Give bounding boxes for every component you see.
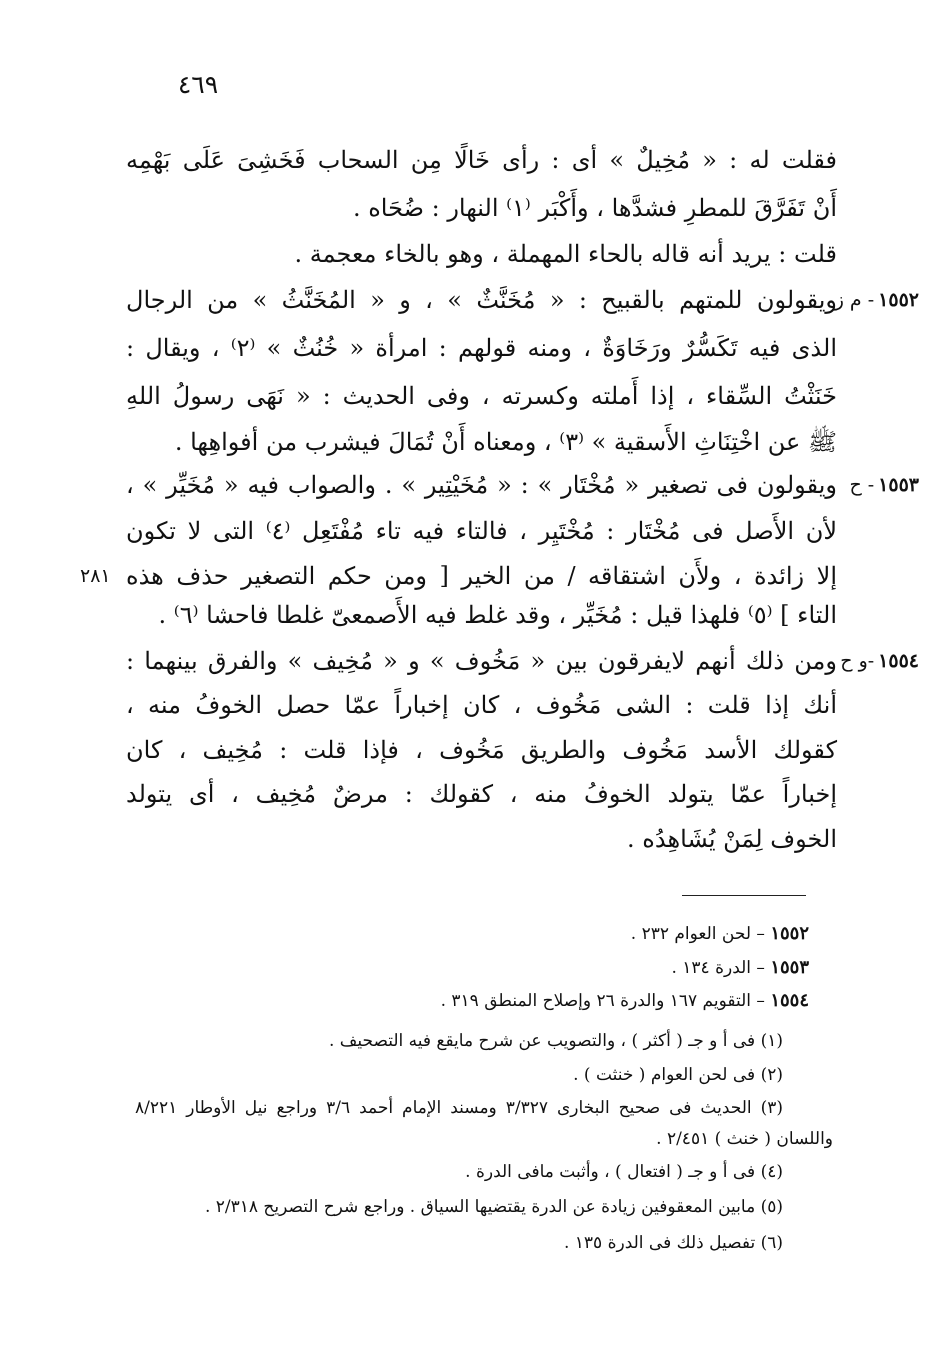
footnote-6: (٦) تفصيل ذلك فى الدرة ١٣٥ . <box>563 1233 783 1253</box>
footnote-5: (٥) مابين المعقوفين زيادة عن الدرة يقتضيها السياق . وراجع شرح التصريح ٢/٣١٨ . <box>204 1197 783 1217</box>
entry-label-1552 <box>834 285 919 315</box>
footnote-3-continued: واللسان ( خنث ) ٢/٤٥١ . <box>656 1129 833 1149</box>
entry-label-1553 <box>839 470 919 500</box>
body-line: ويقولون للمتهم بالقبيح : « مُخَنَّثٌ » ، و « المُخَنَّثُ » من الرجال <box>126 286 837 314</box>
body-line: ويقولون فى تصغير « مُخْتَار » : « مُخَيْتِير » . والصواب فيه « مُخَيِّر » ، <box>126 471 837 499</box>
reference-text: – لحن العوام ٢٣٢ . <box>630 924 765 944</box>
footnote-4: (٤) فى أ و جـ ( افتعال ) ، وأثبت مافى الدرة . <box>465 1162 783 1182</box>
body-line: التاء ] ⁽٥⁾ فلهذا قيل : مُخَيِّر ، وقد غلط فيه الأَصمعىّ غلطا فاحشا ⁽٦⁾ . <box>158 601 837 629</box>
body-line: قلت : يريد أنه قاله بالحاء المهملة ، وهو بالخاء معجمة . <box>294 240 837 268</box>
footnote-2: (٢) فى لحن العوام ( خنثت ) . <box>573 1065 783 1085</box>
body-line: ﷺ عن اخْتِنَاثِ الأَسقية » ⁽٣⁾ ، ومعناه أَنْ تُمَالَ فيشرب من أفواهِها . <box>174 428 837 456</box>
body-line: الذى فيه تَكَسُّرٌ ورَخَاوَةٌ ، ومنه قولهم : امرأة « خُنُثٌ » ⁽٢⁾ ، ويقال : <box>126 334 837 362</box>
entry-number: ١٥٥٣ <box>878 474 919 496</box>
margin-page-number: ٢٨١ <box>80 565 111 587</box>
entry-label-1554 <box>839 646 919 676</box>
footnote-divider <box>682 895 806 896</box>
body-line: أنك إذا قلت : الشى مَخُوف ، كان إخباراً عمّا حصل الخوفُ منه ، <box>126 691 837 719</box>
reference-number: ١٥٥٤ <box>770 990 809 1011</box>
entry-code: -و ح <box>840 650 875 672</box>
footnote-1: (١) فى أ و جـ ( أكثر ) ، والتصويب عن شرح مايقع فيه التصحيف . <box>328 1031 783 1051</box>
reference-number: ١٥٥٢ <box>770 923 809 944</box>
body-line: كقولك الأسد مَخُوف والطريق مَخُوف ، فإذا قلت : مُخِيف ، كان <box>126 736 837 764</box>
entry-code: - ح <box>849 474 875 496</box>
body-line: أَنْ تَفَرَّقَ للمطرِ فشدَّها ، وأَكْبَر ⁽١⁾ النهار : ضُحَاه . <box>352 194 837 222</box>
reference-text: – التقويم ١٦٧ والدرة ٢٦ وإصلاح المنطق ٣١٩ . <box>440 991 765 1011</box>
reference-line <box>441 989 809 1013</box>
body-line: إلا زائدة ، ولأَن اشتقاقه / من الخير [ ومن حكم التصغير حذف هذه <box>126 562 837 590</box>
entry-number: ١٥٥٢ <box>878 289 919 311</box>
entry-code: - م ز <box>834 289 875 311</box>
reference-line <box>671 956 809 980</box>
entry-number: ١٥٥٤ <box>878 650 919 672</box>
reference-line <box>631 922 809 946</box>
body-line: فقلت له : « مُخِيلٌ » أى : رأى خَالًا مِن السحاب فَخَشِىَ عَلَى بَهْمِه <box>126 146 837 174</box>
reference-number: ١٥٥٣ <box>770 957 809 978</box>
body-line: ومن ذلك أنهم لايفرقون بين « مَخُوف » و « مُخِيف » والفرق بينهما : <box>126 647 837 675</box>
reference-text: – الدرة ١٣٤ . <box>671 958 765 978</box>
body-line: خَنَثْتُ السِّقاء ، إذا أَملته وكسرته ، وفى الحديث : « نَهَى رسولُ اللهِ <box>126 382 837 410</box>
page-number: ٤٦٩ <box>177 70 219 99</box>
body-line: لأن الأَصل فى مُخْتَار : مُخْتَيِر ، فالتاء فيه تاء مُفْتَعِل ⁽٤⁾ التى لا تكون <box>126 517 838 545</box>
body-line: الخوف لِمَنْ يُشَاهِدُه . <box>627 825 837 853</box>
body-line: إخباراً عمّا يتولد الخوفُ منه ، كقولك : مرضٌ مُخِيف ، أى يتولد <box>126 780 837 808</box>
footnote-3: (٣) الحديث فى صحيح البخارى ٣/٣٢٧ ومسند الإمام أحمد ٣/٦ وراجع نيل الأوطار ٨/٢٢١ <box>135 1098 783 1118</box>
